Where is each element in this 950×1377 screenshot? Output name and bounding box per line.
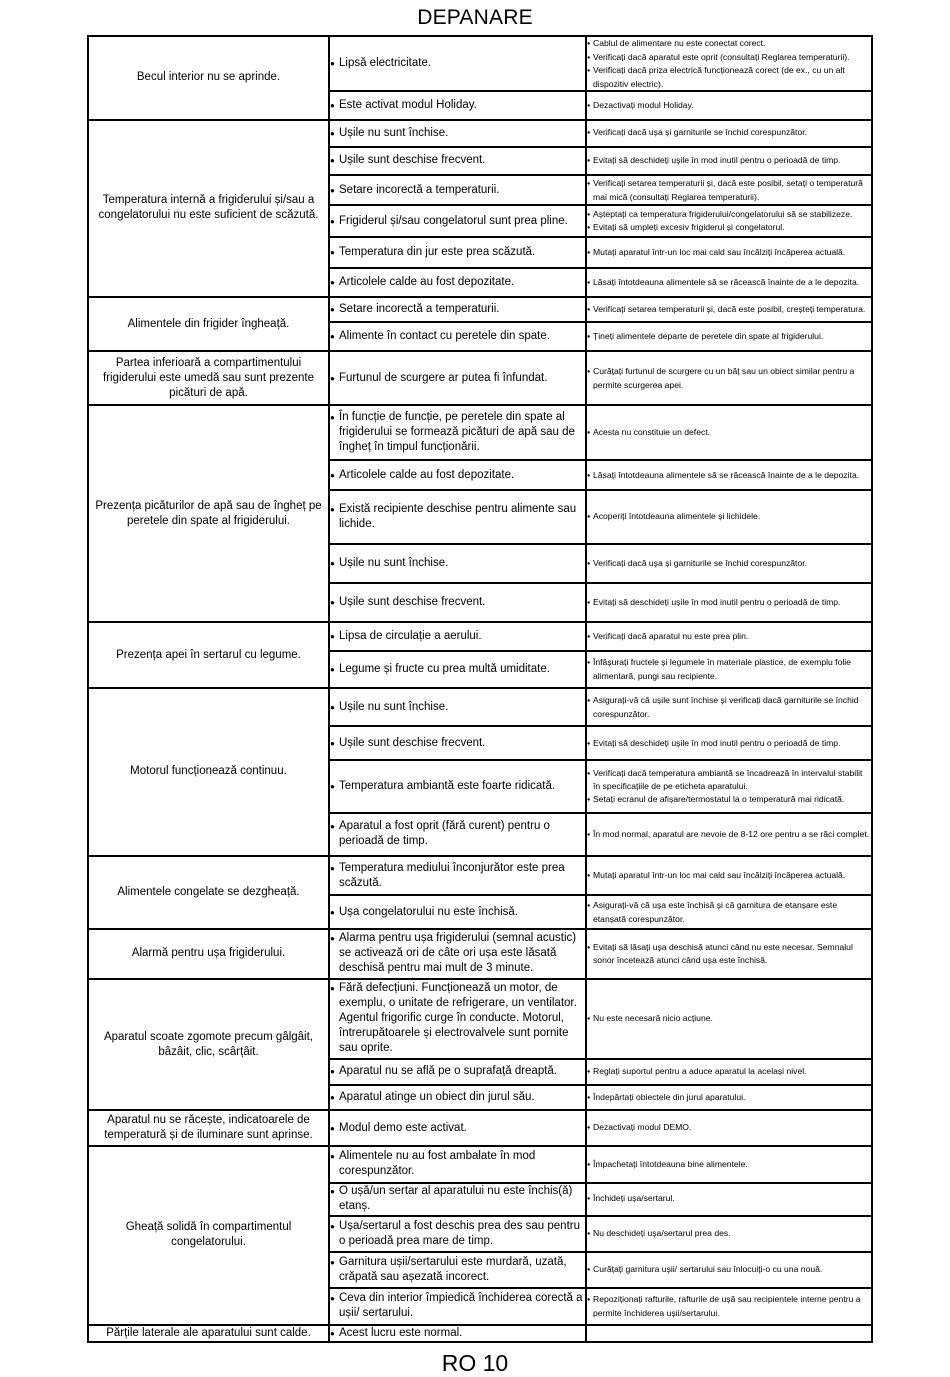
cause-text: ● Articolele calde au fost depozitate. bbox=[330, 275, 585, 290]
cause-text: ● Articolele calde au fost depozitate. bbox=[330, 468, 585, 483]
solution-cell bbox=[586, 1146, 872, 1182]
problem-cell bbox=[88, 405, 329, 623]
solution-text: ● Verificați setarea temperaturii și, dacă este posibil, creșteți temperatura. bbox=[587, 303, 871, 317]
cause-cell bbox=[329, 268, 586, 297]
solution-text: ● Verificați setarea temperaturii și, dacă este posibil, setați o temperatură mai mică (consultați Reglarea temperaturii). bbox=[587, 177, 871, 203]
solution-cell bbox=[586, 490, 872, 543]
problem-text: Aparatul scoate zgomote precum gâlgâit, bâzâit, clic, scârțâit. bbox=[103, 1030, 314, 1058]
cause-cell bbox=[329, 1325, 586, 1342]
table-row bbox=[88, 622, 872, 650]
cause-cell bbox=[329, 813, 586, 856]
solution-text: ● Verificați dacă ușa și garniturile se închid corespunzător. bbox=[587, 557, 871, 571]
cause-text: ● Ușile sunt deschise frecvent. bbox=[330, 153, 585, 168]
cause-text: ● Ceva din interior împiedică închiderea corectă a ușii/ sertarului. bbox=[330, 1291, 585, 1321]
cause-cell bbox=[329, 688, 586, 726]
solution-cell bbox=[586, 322, 872, 351]
table-row bbox=[88, 979, 872, 1059]
problem-cell bbox=[88, 979, 329, 1110]
solution-cell bbox=[586, 895, 872, 928]
problem-cell bbox=[88, 688, 329, 856]
solution-cell bbox=[586, 1216, 872, 1252]
table-row bbox=[88, 929, 872, 979]
cause-cell bbox=[329, 322, 586, 351]
cause-cell bbox=[329, 726, 586, 760]
solution-text: ● Asigurați-vă că ușa este închisă și că garnitura de etanșare este etanșată corespunzător. bbox=[587, 899, 871, 925]
solution-text: ● Setați ecranul de afișare/termostatul la o temperatură mai ridicată. bbox=[587, 793, 871, 807]
solution-cell bbox=[586, 268, 872, 297]
table-row bbox=[88, 120, 872, 147]
cause-cell bbox=[329, 297, 586, 322]
solution-text: ● Verificați dacă temperatura ambiantă se încadrează în intervalul stabilit în specificațiile de pe eticheta aparatului. bbox=[587, 767, 871, 793]
solution-cell bbox=[586, 622, 872, 650]
solution-cell bbox=[586, 760, 872, 812]
solution-cell bbox=[586, 351, 872, 404]
cause-cell bbox=[329, 895, 586, 928]
cause-text: ● Ușile nu sunt închise. bbox=[330, 126, 585, 141]
solution-text: ● Așteptați ca temperatura frigiderului/congelatorului să se stabilizeze. bbox=[587, 208, 871, 222]
troubleshooting-table-body bbox=[88, 36, 872, 1342]
cause-text: ● Temperatura mediului înconjurător este prea scăzută. bbox=[330, 861, 585, 891]
table-row bbox=[88, 36, 872, 91]
solution-cell bbox=[586, 237, 872, 267]
table-row bbox=[88, 351, 872, 404]
problem-text: Alimentele congelate se dezgheață. bbox=[117, 885, 300, 898]
solution-text: ● Verificați dacă aparatul nu este prea plin. bbox=[587, 630, 871, 644]
cause-cell bbox=[329, 147, 586, 175]
problem-text: Părțile laterale ale aparatului sunt calde. bbox=[106, 1326, 311, 1339]
cause-cell bbox=[329, 856, 586, 895]
solution-text: ● Evitați să umpleți excesiv frigiderul și congelatorul. bbox=[587, 221, 871, 235]
cause-cell bbox=[329, 1059, 586, 1085]
solution-cell bbox=[586, 929, 872, 979]
solution-text: ● Reglați suportul pentru a aduce aparatul la același nivel. bbox=[587, 1065, 871, 1079]
cause-cell bbox=[329, 351, 586, 404]
problem-text: Alimentele din frigider îngheață. bbox=[127, 317, 290, 330]
solution-text: ● Lăsați întotdeauna alimentele să se răcească înainte de a le depozita. bbox=[587, 469, 871, 483]
page-number: RO 10 bbox=[441, 1350, 509, 1376]
solution-text: ● Verificați dacă ușa și garniturile se închid corespunzător. bbox=[587, 126, 871, 140]
solution-cell bbox=[586, 91, 872, 119]
cause-text: ● Lipsă electricitate. bbox=[330, 56, 585, 71]
cause-cell bbox=[329, 622, 586, 650]
cause-cell bbox=[329, 583, 586, 622]
cause-text: ● Ușile nu sunt închise. bbox=[330, 556, 585, 571]
cause-text: ● Aparatul nu se află pe o suprafață dreaptă. bbox=[330, 1064, 585, 1079]
cause-cell bbox=[329, 237, 586, 267]
cause-text: ● Ușa/sertarul a fost deschis prea des sau pentru o perioadă prea mare de timp. bbox=[330, 1219, 585, 1249]
cause-cell bbox=[329, 760, 586, 812]
cause-cell bbox=[329, 205, 586, 237]
solution-cell bbox=[586, 1059, 872, 1085]
problem-cell bbox=[88, 36, 329, 120]
cause-cell bbox=[329, 175, 586, 205]
solution-text: ● Cablul de alimentare nu este conectat corect. bbox=[587, 37, 871, 51]
solution-text: ● Evitați să deschideți ușile în mod inutil pentru o perioadă de timp. bbox=[587, 737, 871, 751]
cause-cell bbox=[329, 460, 586, 490]
troubleshooting-table bbox=[87, 35, 873, 1343]
solution-cell bbox=[586, 544, 872, 583]
cause-cell bbox=[329, 929, 586, 979]
cause-cell bbox=[329, 544, 586, 583]
cause-text: ● În funcție de funcție, pe peretele din spate al frigiderului se formează picături de apă sau de îngheț în timpul funcționării. bbox=[330, 410, 585, 455]
table-row bbox=[88, 1110, 872, 1146]
cause-cell bbox=[329, 36, 586, 91]
solution-text: ● Împachetați întotdeauna bine alimentele. bbox=[587, 1158, 871, 1172]
solution-text: ● Curățați garnitura ușii/ sertarului sau înlocuiți-o cu una nouă. bbox=[587, 1263, 871, 1277]
table-row bbox=[88, 297, 872, 322]
solution-text: ● Curățați furtunul de scurgere cu un băț sau un obiect similar pentru a permite scurgerea apei. bbox=[587, 365, 871, 391]
cause-text: ● Setare incorectă a temperaturii. bbox=[330, 302, 585, 317]
solution-cell bbox=[586, 460, 872, 490]
cause-text: ● Alarma pentru ușa frigiderului (semnal acustic) se activează ori de câte ori ușa este lăsată deschisă pentru mai mult de 3 minute. bbox=[330, 931, 585, 976]
table-row bbox=[88, 1146, 872, 1182]
cause-cell bbox=[329, 405, 586, 460]
solution-text: ● Repoziționați rafturile, rafturile de ușă sau recipientele interne pentru a permite închiderea ușii/sertarului. bbox=[587, 1293, 871, 1319]
solution-text: ● Dezactivați modul Holiday. bbox=[587, 99, 871, 113]
solution-cell bbox=[586, 688, 872, 726]
solution-cell bbox=[586, 297, 872, 322]
table-row bbox=[88, 1325, 872, 1342]
problem-text: Gheață solidă în compartimentul congelatorului. bbox=[125, 1221, 292, 1249]
cause-cell bbox=[329, 1146, 586, 1182]
solution-text: ● Îndepărtați obiectele din jurul aparatului. bbox=[587, 1091, 871, 1105]
solution-text: ● Verificați dacă priza electrică funcționează corect (de ex., cu un alt dispozitiv electric). bbox=[587, 64, 871, 90]
cause-cell bbox=[329, 1216, 586, 1252]
problem-cell bbox=[88, 351, 329, 404]
solution-cell bbox=[586, 1183, 872, 1216]
cause-text: ● Ușile sunt deschise frecvent. bbox=[330, 736, 585, 751]
cause-cell bbox=[329, 120, 586, 147]
solution-cell bbox=[586, 1325, 872, 1342]
cause-text: ● Legume și fructe cu prea multă umiditate. bbox=[330, 662, 585, 677]
solution-text: ● Nu este necesară nicio acțiune. bbox=[587, 1012, 871, 1026]
solution-text: ● În mod normal, aparatul are nevoie de 8-12 ore pentru a se răci complet. bbox=[587, 828, 871, 842]
solution-cell bbox=[586, 856, 872, 895]
cause-cell bbox=[329, 1252, 586, 1288]
solution-text: ● Asigurați-vă că ușile sunt închise și verificați dacă garniturile se închid corespunzător. bbox=[587, 694, 871, 720]
cause-text: ● Setare incorectă a temperaturii. bbox=[330, 183, 585, 198]
problem-text: Prezența apei în sertarul cu legume. bbox=[116, 648, 301, 661]
solution-text: ● Evitați să deschideți ușile în mod inutil pentru o perioadă de timp. bbox=[587, 596, 871, 610]
problem-text: Aparatul nu se răcește, indicatoarele de temperatură și de iluminare sunt aprinse. bbox=[104, 1114, 313, 1142]
cause-cell bbox=[329, 1085, 586, 1110]
solution-cell bbox=[586, 726, 872, 760]
cause-text: ● Temperatura ambiantă este foarte ridicată. bbox=[330, 779, 585, 794]
cause-text: ● Temperatura din jur este prea scăzută. bbox=[330, 245, 585, 260]
solution-text: ● Nu deschideți ușa/sertarul prea des. bbox=[587, 1227, 871, 1241]
problem-cell bbox=[88, 856, 329, 929]
problem-cell bbox=[88, 1110, 329, 1146]
problem-text: Temperatura internă a frigiderului și/sau a congelatorului nu este suficient de scăzută. bbox=[98, 194, 319, 222]
problem-cell bbox=[88, 929, 329, 979]
problem-cell bbox=[88, 622, 329, 687]
cause-text: ● Furtunul de scurgere ar putea fi înfundat. bbox=[330, 371, 585, 386]
problem-cell bbox=[88, 1146, 329, 1324]
page-title: DEPANARE bbox=[417, 6, 533, 29]
problem-text: Prezența picăturilor de apă sau de îngheț pe peretele din spate al frigiderului. bbox=[95, 499, 322, 527]
cause-text: ● Există recipiente deschise pentru alimente sau lichide. bbox=[330, 502, 585, 532]
solution-text: ● Acoperiți întotdeauna alimentele și lichidele. bbox=[587, 510, 871, 524]
solution-cell bbox=[586, 1085, 872, 1110]
solution-cell bbox=[586, 583, 872, 622]
solution-cell bbox=[586, 36, 872, 91]
solution-cell bbox=[586, 405, 872, 460]
problem-text: Becul interior nu se aprinde. bbox=[136, 71, 281, 84]
cause-text: ● Garnitura ușii/sertarului este murdară, uzată, crăpată sau așezată incorect. bbox=[330, 1255, 585, 1285]
cause-text: ● Ușa congelatorului nu este închisă. bbox=[330, 905, 585, 920]
cause-text: ● Ușile sunt deschise frecvent. bbox=[330, 595, 585, 610]
solution-cell bbox=[586, 147, 872, 175]
solution-cell bbox=[586, 175, 872, 205]
solution-text: ● Țineți alimentele departe de peretele din spate al frigiderului. bbox=[587, 330, 871, 344]
cause-cell bbox=[329, 1110, 586, 1146]
table-row bbox=[88, 405, 872, 460]
cause-text: ● Modul demo este activat. bbox=[330, 1121, 585, 1136]
solution-cell bbox=[586, 813, 872, 856]
cause-text: ● Alimentele nu au fost ambalate în mod corespunzător. bbox=[330, 1149, 585, 1179]
solution-cell bbox=[586, 1110, 872, 1146]
table-row bbox=[88, 856, 872, 895]
solution-cell bbox=[586, 1252, 872, 1288]
table-row bbox=[88, 688, 872, 726]
solution-text: ● Evitați să deschideți ușile în mod inutil pentru o perioadă de timp. bbox=[587, 154, 871, 168]
cause-text: ● Acest lucru este normal. bbox=[330, 1326, 585, 1341]
solution-text: ● Mutați aparatul într-un loc mai cald sau încălziți încăperea actuală. bbox=[587, 246, 871, 260]
cause-text: ● Fără defecțiuni. Funcționează un motor, de exemplu, o unitate de refrigerare, un ventilator. Agentul frigorific curge în conducte. Motorul, întrerupătoarele și electrovalvele sunt pornite sau oprite. bbox=[330, 981, 585, 1056]
problem-text: Alarmă pentru ușa frigiderului. bbox=[131, 947, 286, 960]
solution-text: ● Înfășurați fructele și legumele în materiale plastice, de exemplu folie alimentară, pungi sau recipiente. bbox=[587, 656, 871, 682]
problem-text: Partea inferioară a compartimentului frigiderului este umedă sau sunt prezente picături de apă. bbox=[103, 356, 314, 399]
cause-text: ● Frigiderul și/sau congelatorul sunt prea pline. bbox=[330, 214, 585, 229]
cause-text: ● Ușile nu sunt închise. bbox=[330, 700, 585, 715]
cause-text: ● Aparatul a fost oprit (fără curent) pentru o perioadă de timp. bbox=[330, 819, 585, 849]
cause-text: ● Lipsa de circulație a aerului. bbox=[330, 629, 585, 644]
solution-text: ● Mutați aparatul într-un loc mai cald sau încălziți încăperea actuală. bbox=[587, 869, 871, 883]
cause-cell bbox=[329, 490, 586, 543]
cause-text: ● O ușă/un sertar al aparatului nu este închis(ă) etanș. bbox=[330, 1184, 585, 1214]
solution-cell bbox=[586, 1288, 872, 1324]
cause-cell bbox=[329, 979, 586, 1059]
cause-cell bbox=[329, 91, 586, 119]
solution-text: ● Închideți ușa/sertarul. bbox=[587, 1192, 871, 1206]
cause-cell bbox=[329, 1183, 586, 1216]
problem-cell bbox=[88, 120, 329, 297]
solution-text: ● Dezactivați modul DEMO. bbox=[587, 1121, 871, 1135]
problem-cell bbox=[88, 297, 329, 351]
solution-text: ● Acesta nu constituie un defect. bbox=[587, 426, 871, 440]
solution-text: ● Verificați dacă aparatul este oprit (consultați Reglarea temperaturii). bbox=[587, 51, 871, 65]
cause-cell bbox=[329, 1288, 586, 1324]
cause-text: ● Aparatul atinge un obiect din jurul său. bbox=[330, 1090, 585, 1105]
cause-text: ● Este activat modul Holiday. bbox=[330, 98, 585, 113]
cause-cell bbox=[329, 651, 586, 688]
solution-cell bbox=[586, 205, 872, 237]
solution-text: ● Evitați să lăsați ușa deschisă atunci când nu este necesar. Semnalul sonor încetează atunci când ușa este închisă. bbox=[587, 941, 871, 967]
cause-text: ● Alimente în contact cu peretele din spate. bbox=[330, 329, 585, 344]
solution-cell bbox=[586, 979, 872, 1059]
solution-cell bbox=[586, 651, 872, 688]
solution-cell bbox=[586, 120, 872, 147]
problem-cell bbox=[88, 1325, 329, 1342]
problem-text: Motorul funcționează continuu. bbox=[130, 765, 287, 778]
solution-text: ● Lăsați întotdeauna alimentele să se răcească înainte de a le depozita. bbox=[587, 276, 871, 290]
